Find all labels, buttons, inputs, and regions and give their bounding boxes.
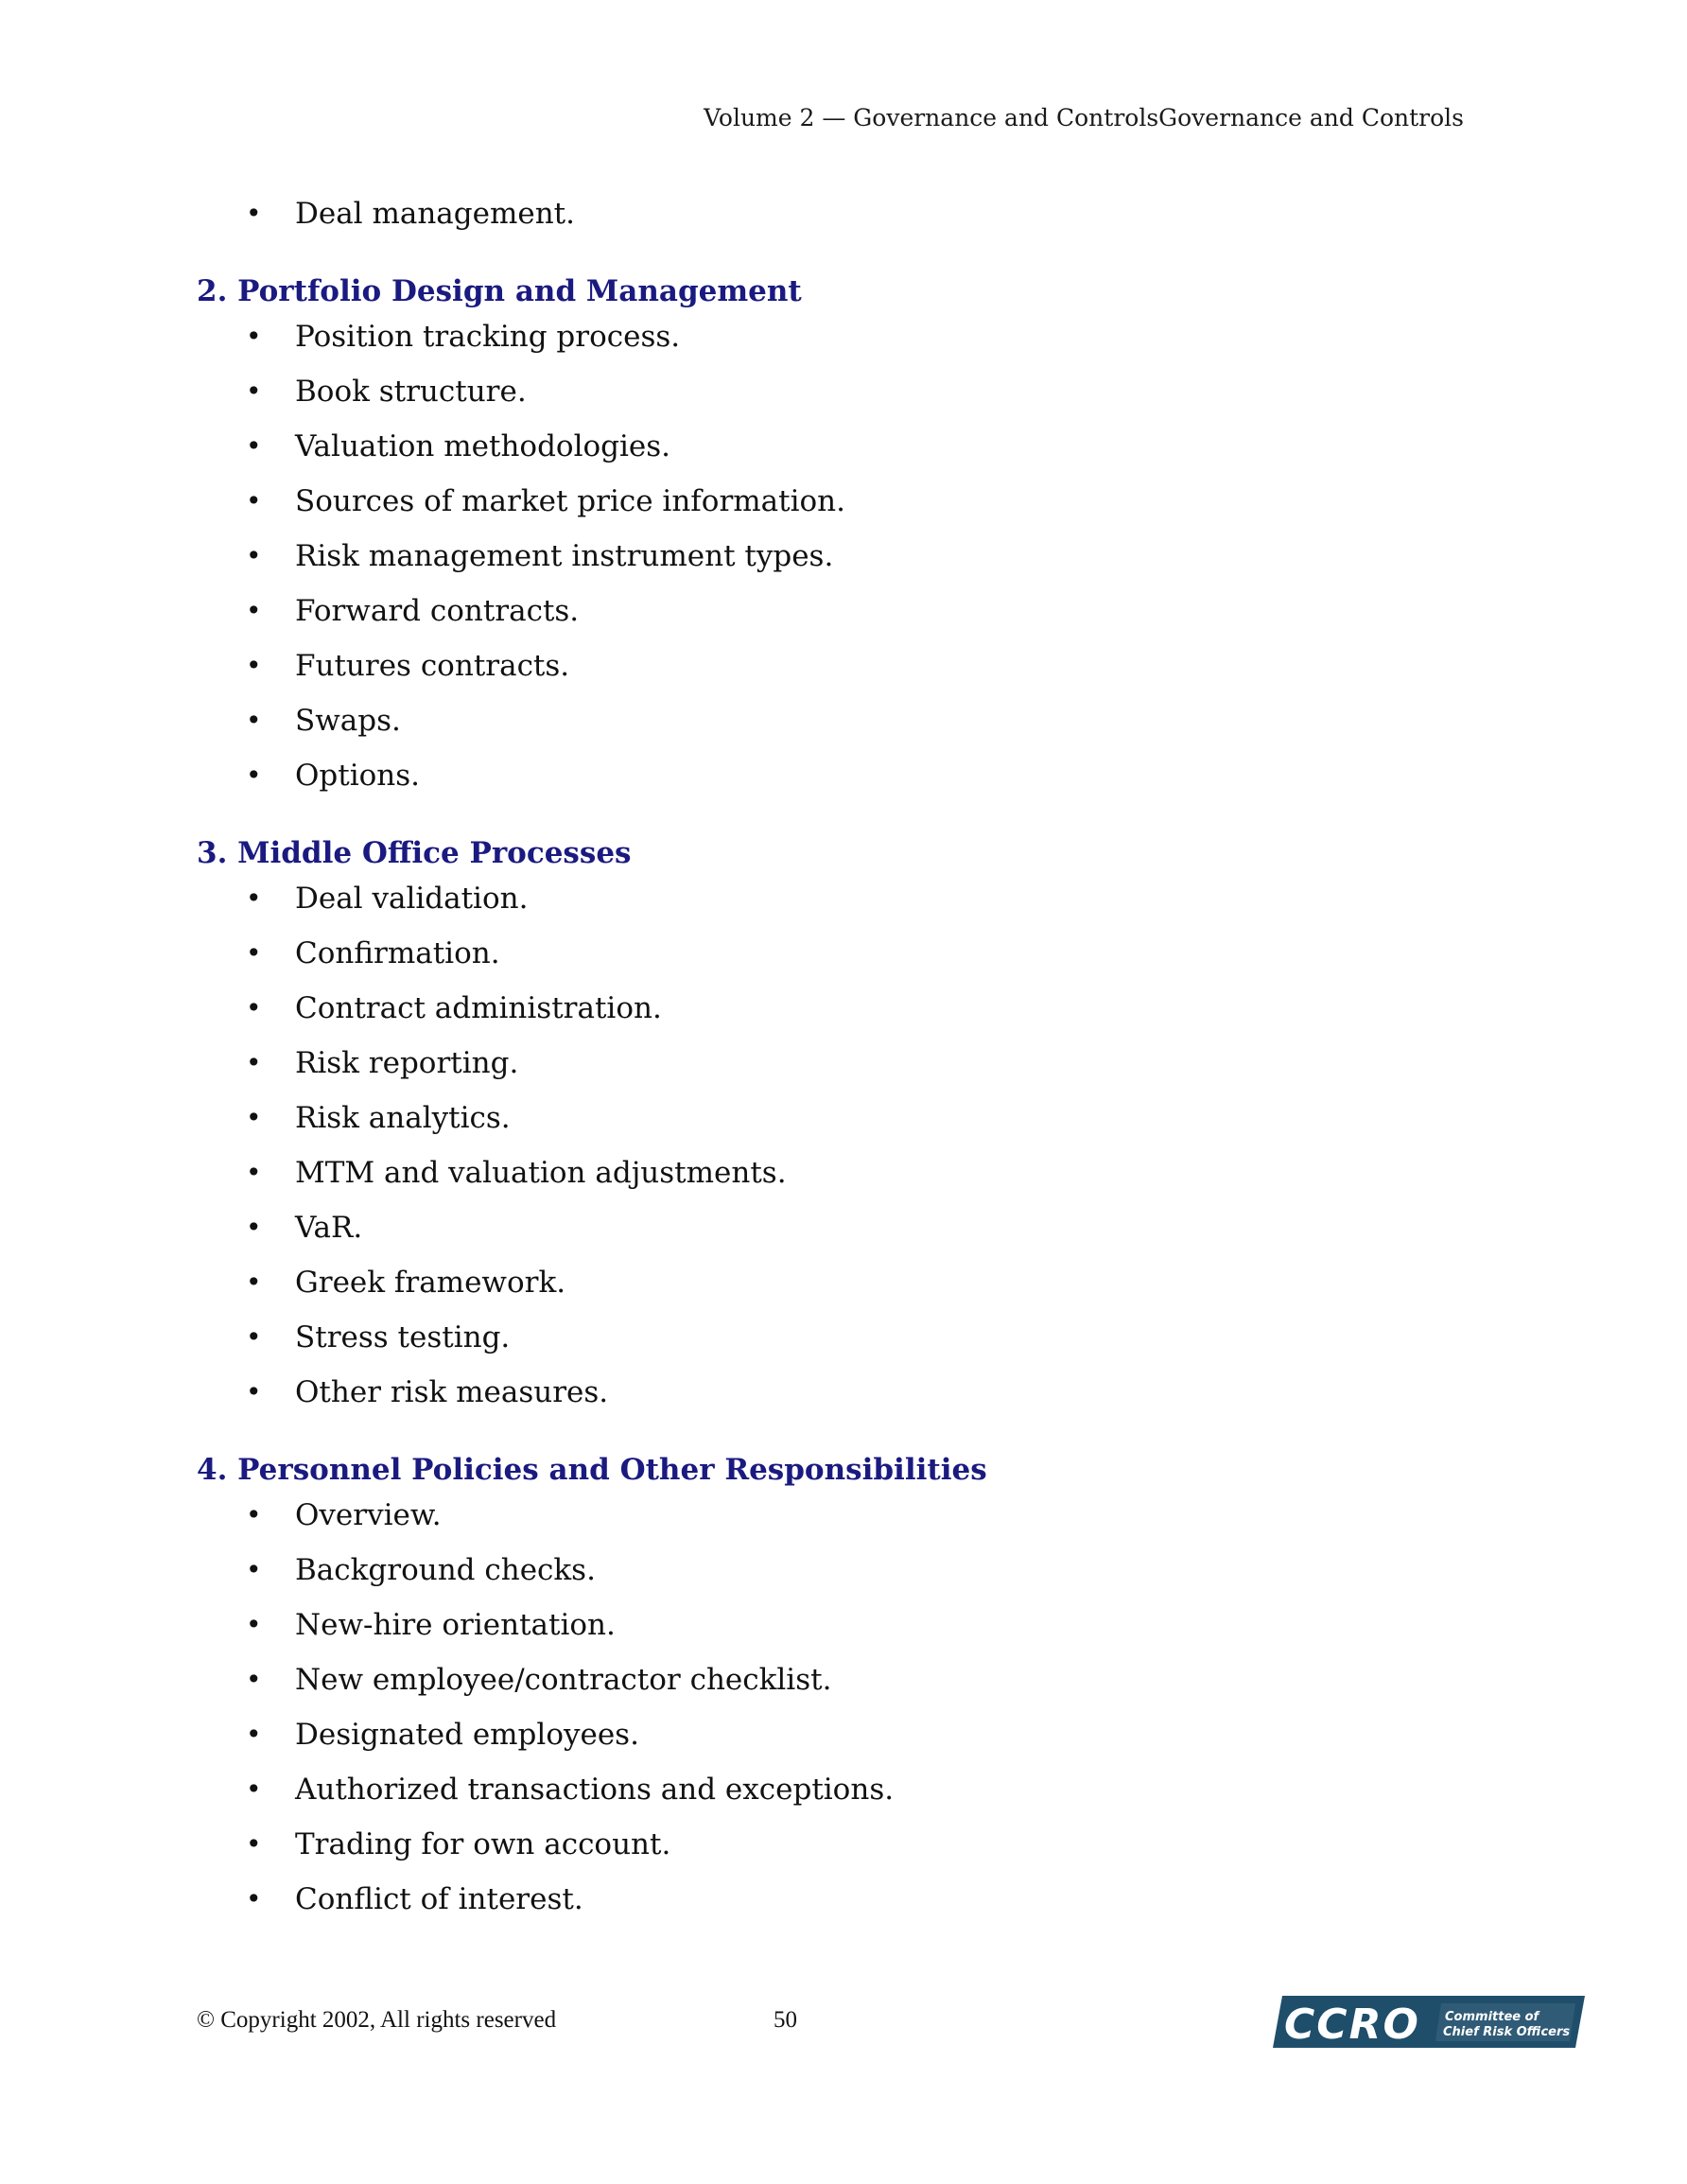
list-item: [246, 1879, 1473, 1919]
section: [197, 833, 1473, 1412]
bullet-icon: •: [246, 321, 262, 352]
list-item: [246, 1372, 1473, 1412]
bullet-icon: •: [246, 1828, 262, 1860]
bullet-icon: •: [246, 882, 262, 914]
bullet-list: [197, 1495, 1473, 1919]
logo-tagline-2: Chief Risk Officers: [1443, 2025, 1571, 2039]
bullet-icon: •: [246, 1883, 262, 1914]
bullet-icon: •: [246, 1499, 262, 1530]
list-item: [246, 317, 1473, 357]
bullet-icon: •: [246, 595, 262, 626]
list-item: [246, 1263, 1473, 1302]
bullet-icon: •: [246, 1376, 262, 1407]
list-item-text: Contract administration.: [295, 991, 662, 1025]
list-item-text: Overview.: [295, 1498, 442, 1532]
section: [197, 1450, 1473, 1919]
list-item-text: Position tracking process.: [295, 320, 681, 354]
list-item: [246, 934, 1473, 973]
list-item-text: Greek framework.: [295, 1266, 566, 1300]
list-item-text: Swaps.: [295, 704, 401, 738]
document-body: [197, 194, 1473, 1957]
bullet-icon: •: [246, 1554, 262, 1585]
logo-wordmark: CCRO: [1284, 2001, 1420, 2048]
list-item-text: Futures contracts.: [295, 649, 570, 683]
list-item: [246, 372, 1473, 411]
bullet-icon: •: [246, 376, 262, 407]
list-item-text: Risk analytics.: [295, 1101, 511, 1135]
list-item: [246, 1098, 1473, 1138]
list-item-text: Authorized transactions and exceptions.: [295, 1773, 895, 1807]
bullet-icon: •: [246, 1047, 262, 1078]
bullet-icon: •: [246, 1321, 262, 1353]
list-item-text: New-hire orientation.: [295, 1608, 616, 1642]
list-item-text: Designated employees.: [295, 1718, 639, 1752]
list-item-text: Deal management.: [295, 197, 575, 231]
list-item-text: Conflict of interest.: [295, 1882, 583, 1916]
page-number: 50: [774, 2007, 797, 2033]
list-item-text: Risk reporting.: [295, 1046, 519, 1080]
list-item: [246, 1770, 1473, 1809]
list-item: [246, 1825, 1473, 1864]
list-item-text: Stress testing.: [295, 1320, 511, 1354]
list-item-text: Forward contracts.: [295, 594, 580, 628]
copyright-notice: © Copyright 2002, All rights reserved: [197, 2007, 557, 2033]
bullet-list: [197, 879, 1473, 1412]
section-heading: 2. Portfolio Design and Management: [197, 274, 802, 308]
bullet-icon: •: [246, 1267, 262, 1298]
list-item-text: Risk management instrument types.: [295, 539, 834, 573]
section-heading: 4. Personnel Policies and Other Responsibilities: [197, 1453, 987, 1487]
list-item-text: VaR.: [295, 1211, 363, 1245]
list-item: [246, 536, 1473, 576]
bullet-icon: •: [246, 198, 262, 229]
bullet-icon: •: [246, 540, 262, 571]
bullet-icon: •: [246, 705, 262, 736]
list-item: [246, 988, 1473, 1028]
section: [197, 194, 1473, 234]
list-item-text: Valuation methodologies.: [295, 429, 671, 463]
bullet-icon: •: [246, 1212, 262, 1243]
bullet-icon: •: [246, 430, 262, 462]
list-item: [246, 1550, 1473, 1590]
section-heading: 3. Middle Office Processes: [197, 836, 632, 870]
list-item: [246, 756, 1473, 795]
list-item: [246, 427, 1473, 466]
bullet-icon: •: [246, 1157, 262, 1188]
list-item-text: Other risk measures.: [295, 1375, 609, 1409]
list-item: [246, 194, 1473, 234]
bullet-icon: •: [246, 485, 262, 516]
logo-tagline-1: Committee of: [1445, 2010, 1539, 2024]
list-item-text: Sources of market price information.: [295, 484, 845, 518]
running-header: Volume 2 — Governance and ControlsGovernance and Controls: [704, 104, 1464, 131]
bullet-icon: •: [246, 650, 262, 681]
section: [197, 271, 1473, 795]
bullet-icon: •: [246, 992, 262, 1023]
bullet-list: [197, 194, 1473, 234]
bullet-icon: •: [246, 1773, 262, 1805]
list-item-text: New employee/contractor checklist.: [295, 1663, 832, 1697]
list-item: [246, 1043, 1473, 1083]
list-item: [246, 701, 1473, 741]
list-item: [246, 1715, 1473, 1755]
bullet-icon: •: [246, 1102, 262, 1133]
list-item: [246, 481, 1473, 521]
list-item-text: Background checks.: [295, 1553, 596, 1587]
bullet-icon: •: [246, 1609, 262, 1640]
ccro-logo: [1273, 1996, 1585, 2048]
bullet-icon: •: [246, 760, 262, 791]
list-item-text: Confirmation.: [295, 936, 500, 970]
list-item: [246, 1605, 1473, 1645]
bullet-icon: •: [246, 1719, 262, 1750]
list-item: [246, 646, 1473, 686]
bullet-icon: •: [246, 937, 262, 969]
list-item-text: Book structure.: [295, 375, 527, 409]
bullet-list: [197, 317, 1473, 795]
list-item: [246, 1318, 1473, 1357]
list-item: [246, 1208, 1473, 1248]
bullet-icon: •: [246, 1664, 262, 1695]
list-item: [246, 1660, 1473, 1700]
list-item-text: Trading for own account.: [295, 1827, 671, 1861]
list-item: [246, 1495, 1473, 1535]
list-item: [246, 1153, 1473, 1193]
list-item: [246, 879, 1473, 918]
list-item-text: Deal validation.: [295, 882, 529, 916]
list-item-text: MTM and valuation adjustments.: [295, 1156, 787, 1190]
list-item-text: Options.: [295, 759, 421, 793]
list-item: [246, 591, 1473, 631]
